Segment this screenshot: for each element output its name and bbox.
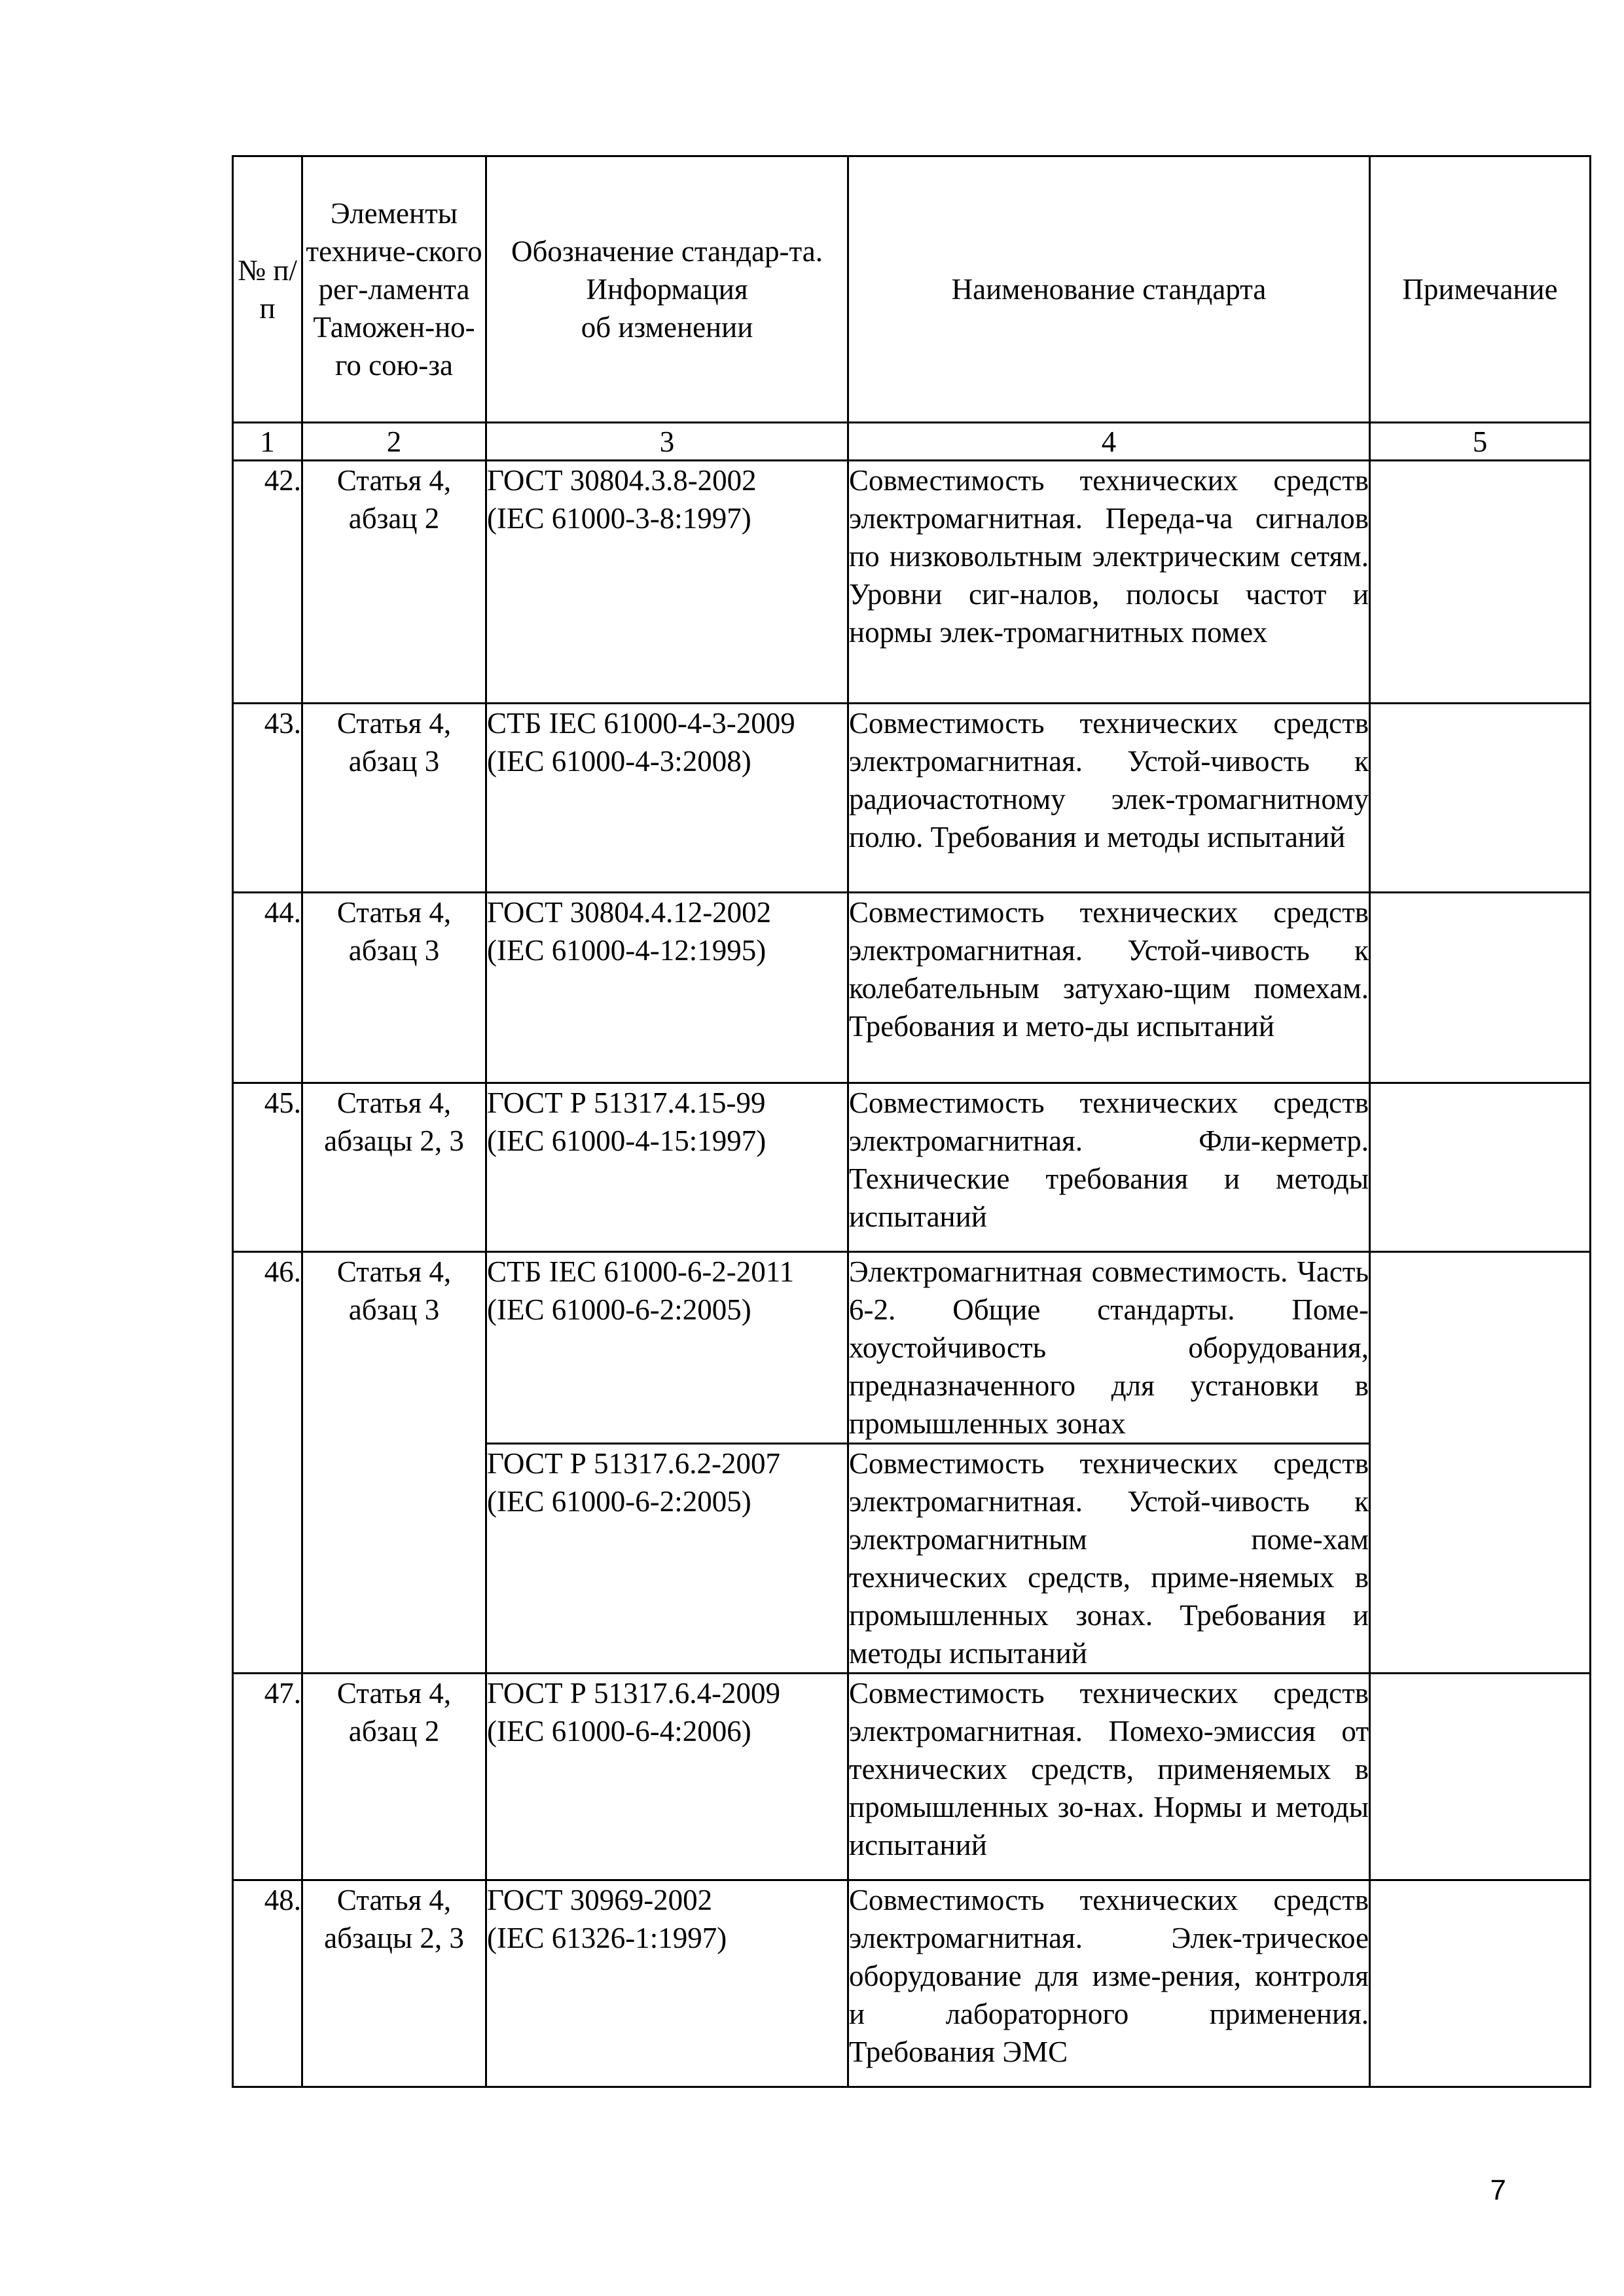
- column-number: 3: [486, 423, 848, 461]
- row-note: [1370, 1674, 1591, 1880]
- table-row: [233, 1083, 1591, 1252]
- row-number: 43.: [233, 704, 302, 893]
- standards-table: [232, 155, 1591, 2088]
- standard-designation: ГОСТ 30804.3.8-2002 (IEC 61000-3-8:1997): [486, 461, 848, 704]
- table-row: [233, 461, 1591, 704]
- row-note: [1370, 704, 1591, 893]
- header-name: Наименование стандарта: [848, 156, 1370, 423]
- row-number: 48.: [233, 1880, 302, 2087]
- row-element: Статья 4, абзац 3: [302, 893, 486, 1083]
- standard-designation: СТБ IEC 61000-6-2-2011 (IEC 61000-6-2:2005): [486, 1252, 848, 1444]
- header-designation: [486, 156, 848, 423]
- standard-name: Совместимость технических средств электромагнитная. Фли-керметр. Технические требования и методы испытаний: [848, 1083, 1370, 1252]
- row-number: 47.: [233, 1674, 302, 1880]
- header-row: [233, 156, 1591, 423]
- standard-name: Совместимость технических средств электромагнитная. Устой-чивость к электромагнитным поме-хам технических средств, приме-няемых в промышленных зонах. Требования и методы испытаний: [848, 1444, 1370, 1674]
- row-element: Статья 4, абзац 2: [302, 1674, 486, 1880]
- header-designation-line: Обозначение стандар-та.: [511, 235, 823, 268]
- row-note: [1370, 461, 1591, 704]
- table-row: [233, 1674, 1591, 1880]
- row-element: Статья 4, абзац 3: [302, 704, 486, 893]
- standard-name: Совместимость технических средств электромагнитная. Элек-трическое оборудование для изме-рения, контроля и лабораторного применения. Требования ЭМС: [848, 1880, 1370, 2087]
- row-number: 46.: [233, 1252, 302, 1674]
- row-note: [1370, 893, 1591, 1083]
- row-number: 44.: [233, 893, 302, 1083]
- column-number: 5: [1370, 423, 1591, 461]
- table-row: [233, 704, 1591, 893]
- standard-designation: ГОСТ 30969-2002 (IEC 61326-1:1997): [486, 1880, 848, 2087]
- page-number: 7: [1490, 2174, 1506, 2206]
- standard-name: Совместимость технических средств электромагнитная. Устой-чивость к радиочастотному элек-тромагнитному полю. Требования и методы испытаний: [848, 704, 1370, 893]
- standard-designation: СТБ IEC 61000-4-3-2009 (IEC 61000-4-3:2008): [486, 704, 848, 893]
- row-element: Статья 4, абзацы 2, 3: [302, 1083, 486, 1252]
- table-row: [233, 1252, 1591, 1444]
- standard-name: Совместимость технических средств электромагнитная. Помехо-эмиссия от технических средств, применяемых в промышленных зо-нах. Нормы и методы испытаний: [848, 1674, 1370, 1880]
- row-number: 45.: [233, 1083, 302, 1252]
- column-number-row: [233, 423, 1591, 461]
- table-row: [233, 893, 1591, 1083]
- standard-designation: ГОСТ Р 51317.6.2-2007 (IEC 61000-6-2:2005): [486, 1444, 848, 1674]
- row-number: 42.: [233, 461, 302, 704]
- header-designation-line: Информация: [586, 273, 748, 306]
- header-no: № п/п: [233, 156, 302, 423]
- row-note: [1370, 1880, 1591, 2087]
- standard-designation: ГОСТ Р 51317.4.15-99 (IEC 61000-4-15:1997): [486, 1083, 848, 1252]
- header-designation-line: об изменении: [581, 311, 753, 344]
- row-element: Статья 4, абзацы 2, 3: [302, 1880, 486, 2087]
- column-number: 2: [302, 423, 486, 461]
- column-number: 4: [848, 423, 1370, 461]
- row-element: Статья 4, абзац 2: [302, 461, 486, 704]
- standard-designation: ГОСТ 30804.4.12-2002 (IEC 61000-4-12:1995): [486, 893, 848, 1083]
- table-row: [233, 1880, 1591, 2087]
- standard-name: Электромагнитная совместимость. Часть 6-2. Общие стандарты. Поме-хоустойчивость оборудования, предназначенного для установки в промышленных зонах: [848, 1252, 1370, 1444]
- standard-name: Совместимость технических средств электромагнитная. Переда-ча сигналов по низковольтным электрическим сетям. Уровни сиг-налов, полосы частот и нормы элек-тромагнитных помех: [848, 461, 1370, 704]
- standard-name: Совместимость технических средств электромагнитная. Устой-чивость к колебательным затухаю-щим помехам. Требования и мето-ды испытаний: [848, 893, 1370, 1083]
- row-note: [1370, 1083, 1591, 1252]
- standard-designation: ГОСТ Р 51317.6.4-2009 (IEC 61000-6-4:2006): [486, 1674, 848, 1880]
- row-note: [1370, 1252, 1591, 1674]
- header-note: Примечание: [1370, 156, 1591, 423]
- row-element: Статья 4, абзац 3: [302, 1252, 486, 1674]
- header-elements: Элементы техниче-ского рег-ламента Таможен-но-го сою-за: [302, 156, 486, 423]
- column-number: 1: [233, 423, 302, 461]
